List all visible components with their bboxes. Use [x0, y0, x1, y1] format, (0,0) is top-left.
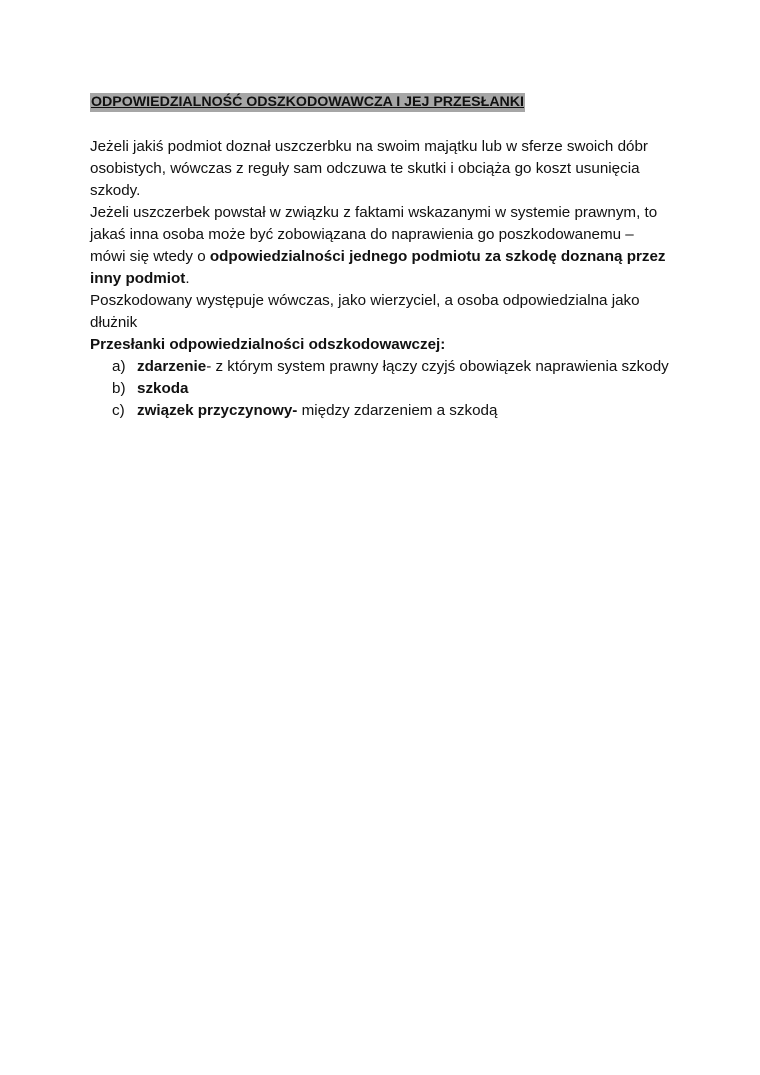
criteria-item-causal-link [90, 400, 670, 422]
criteria-description: - z którym system prawny łączy czyjś obowiązek naprawienia szkody [206, 358, 669, 375]
criteria-item-event [90, 356, 670, 378]
paragraph-loss-bearing: Jeżeli jakiś podmiot doznał uszczerbku na swoim majątku lub w sferze swoich dóbr osobistych, wówczas z reguły sam odczuwa te skutki i obciąża go koszt usunięcia szkody. [90, 138, 648, 199]
criteria-title: Przesłanki odpowiedzialności odszkodowawczej: [90, 336, 446, 353]
criteria-term: zdarzenie [137, 358, 207, 375]
list-marker: c) [112, 402, 125, 419]
paragraph-liability-lead: Jeżeli uszczerbek powstał w związku z faktami wskazanymi w systemie prawnym, to jakaś inna osoba może być zobowiązana do naprawienia go poszkodowanemu – mówi się wtedy o [90, 204, 658, 265]
paragraph-liability [90, 202, 670, 290]
document-heading: ODPOWIEDZIALNOŚĆ ODSZKODOWAWCZA I JEJ PRZESŁANKI [91, 94, 524, 110]
list-marker: a) [112, 358, 126, 375]
paragraph-creditor-debtor: Poszkodowany występuje wówczas, jako wierzyciel, a osoba odpowiedzialna jako dłużnik [90, 292, 640, 331]
list-marker: b) [112, 380, 126, 397]
criteria-description: między zdarzeniem a szkodą [297, 402, 498, 419]
criteria-term: związek przyczynowy- [137, 402, 298, 419]
liability-definition-emphasis: odpowiedzialności jednego podmiotu za szkodę doznaną przez inny podmiot [90, 248, 666, 287]
criteria-term: szkoda [137, 380, 189, 397]
criteria-list [90, 356, 670, 422]
document-body [90, 91, 670, 422]
paragraph-liability-tail: . [185, 270, 190, 287]
criteria-item-damage [90, 378, 670, 400]
